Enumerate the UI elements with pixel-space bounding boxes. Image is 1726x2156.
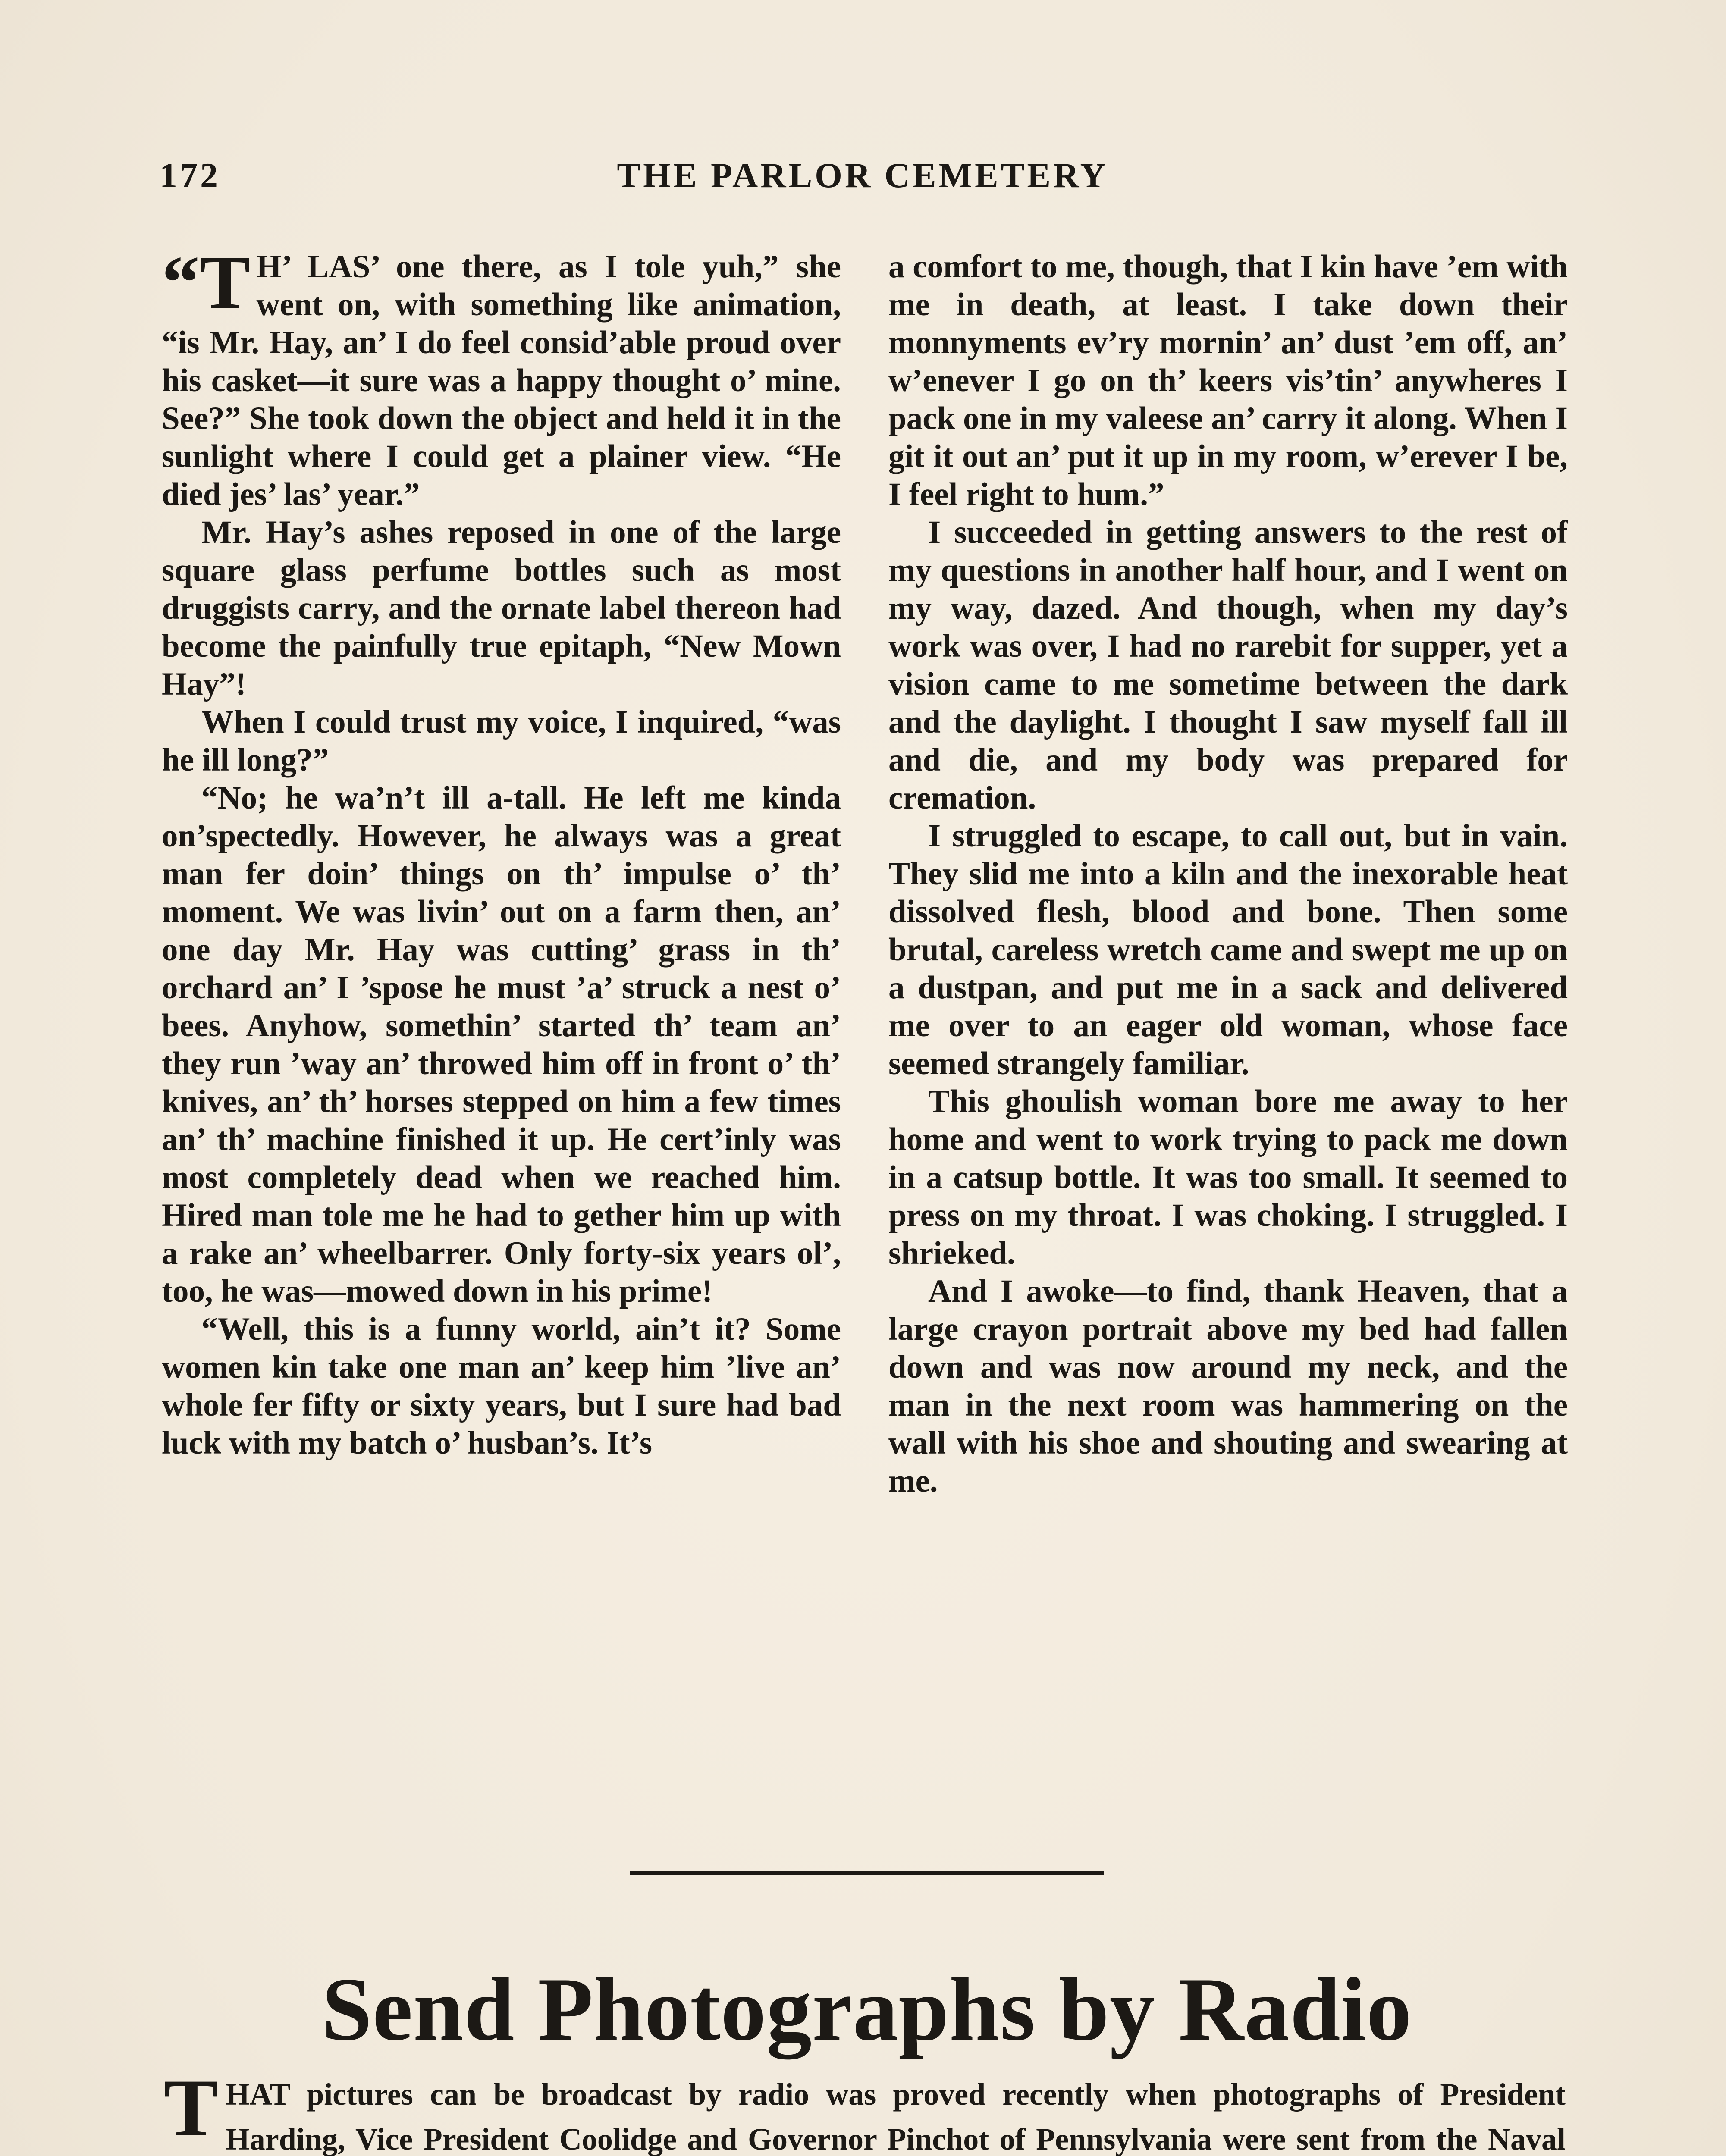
opening-quote: “	[162, 241, 200, 325]
story-columns	[162, 241, 1568, 1800]
story-paragraph: I struggled to escape, to call out, but in vain. They slid me into a kiln and the inexorable heat dissolved flesh, blood and bone. Then some brutal, careless wretch came and swept me up on a dustpan, and put me in a sack and delivered me over to an eager old woman, whose face seemed strangely familiar.	[888, 818, 1568, 1081]
left-column	[162, 241, 841, 1462]
section-divider	[630, 1871, 1104, 1875]
news-headline: Send Photographs by Radio	[321, 1959, 1412, 2059]
story-text: H’ LAS’ one there, as I tole yuh,” she went on, with something like animation, “is Mr. Hay, an’ I do feel consid’able proud over his casket—it sure was a happy thought o’ mine. See?” She took down the object and held it in the sunlight where I could get a plainer view. “He died jes’ las’ year.”	[162, 249, 841, 512]
story-paragraph: When I could trust my voice, I inquired, “was he ill long?”	[162, 704, 841, 778]
running-head	[160, 155, 1566, 207]
story-paragraph: And I awoke—to find, thank Heaven, that a large crayon portrait above my bed had fallen down and was now around my neck, and the man in the next room was hammering on the wall with his shoe and shouting and swearing at me.	[888, 1273, 1568, 1499]
news-body	[164, 2063, 1566, 2156]
story-paragraph	[162, 241, 841, 514]
drop-cap: T	[164, 2063, 219, 2153]
story-paragraph: I succeeded in getting answers to the rest of my questions in another half hour, and I went on my way, dazed. And though, when my day’s work was over, I had no rarebit for supper, yet a vision came to me sometime between the dark and the daylight. I thought I saw myself fall ill and die, and my body was prepared for cremation.	[888, 514, 1568, 816]
story-paragraph: a comfort to me, though, that I kin have ’em with me in death, at least. I take down their monnyments ev’ry mornin’ an’ dust ’em off, an’ w’enever I go on th’ keers vis’tin’ anywheres I pack one in my valeese an’ carry it along. When I git it out an’ put it up in my room, w’erever I be, I feel right to hum.”	[888, 249, 1568, 512]
story-paragraph: This ghoulish woman bore me away to her home and went to work trying to pack me down in a catsup bottle. It was too small. It seemed to press on my throat. I was choking. I struggled. I shrieked.	[888, 1084, 1568, 1271]
page-number: 172	[160, 156, 220, 195]
news-text: HAT pictures can be broadcast by radio was proved recently when photographs of President Harding, Vice President Coolidge and Governor Pinchot of Pennsylvania were sent from the Naval	[225, 2077, 1566, 2156]
story-paragraph: Mr. Hay’s ashes reposed in one of the large square glass perfume bottles such as most druggists carry, and the ornate label thereon had become the painfully true epitaph, “New Mown Hay”!	[162, 514, 841, 702]
running-title: THE PARLOR CEMETERY	[617, 156, 1108, 195]
story-paragraph: “No; he wa’n’t ill a-tall. He left me kinda on’spectedly. However, he always was a great man fer doin’ things on th’ impulse o’ th’ moment. We was livin’ out on a farm then, an’ one day Mr. Hay was cutting’ grass in th’ orchard an’ I ’spose he must ’a’ struck a nest o’ bees. Anyhow, somethin’ started th’ team an’ they run ’way an’ throwed him off in front o’ th’ knives, an’ th’ horses stepped on him a few times an’ th’ machine finished it up. He cert’inly was most completely dead when we reached him. Hired man tole me he had to gether him up with a rake an’ wheelbarrer. Only forty-six years ol’, too, he was—mowed down in his prime!	[162, 780, 841, 1309]
story-paragraph: “Well, this is a funny world, ain’t it? Some women kin take one man an’ keep him ’live an’ whole fer fifty or sixty years, but I sure had bad luck with my batch o’ husban’s. It’s	[162, 1311, 841, 1461]
right-column	[888, 248, 1568, 1500]
drop-cap: “T	[162, 241, 251, 325]
